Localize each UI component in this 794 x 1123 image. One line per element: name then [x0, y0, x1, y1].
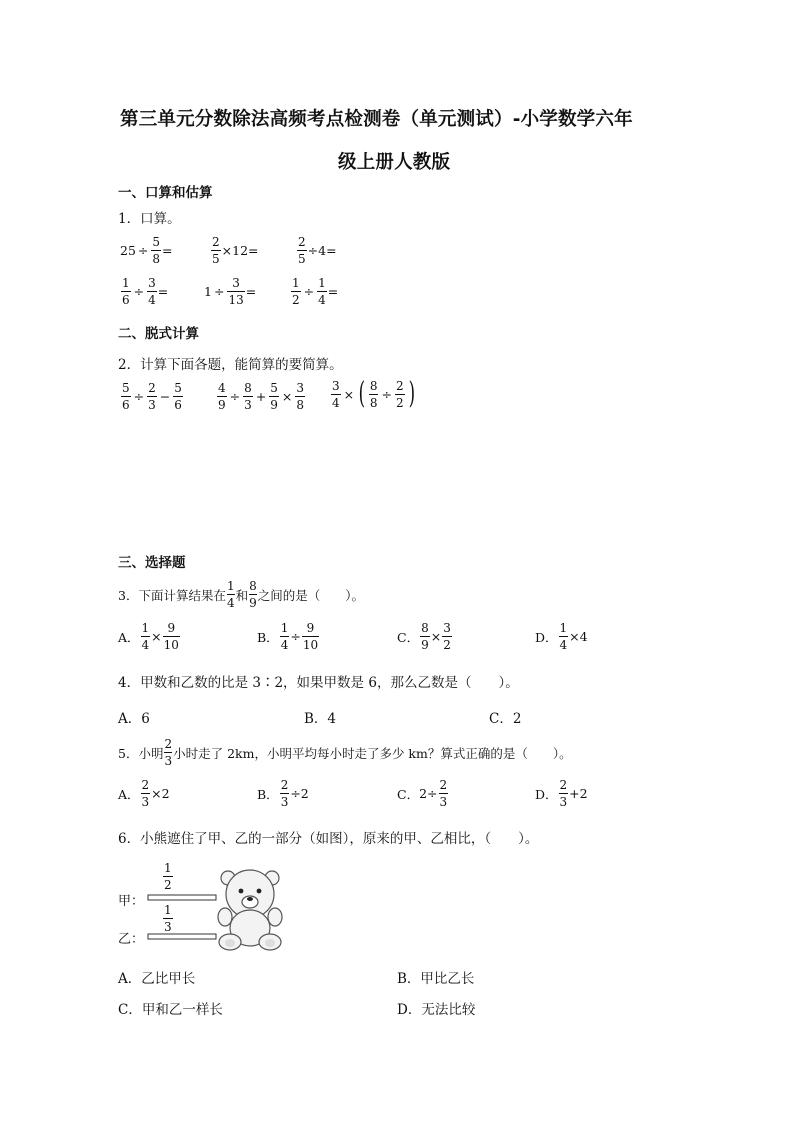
q6-option-d[interactable]: D．无法比较	[397, 1002, 476, 1018]
bear-icon	[218, 870, 282, 950]
question-2: 2．计算下面各题，能简算的要简算。	[118, 357, 343, 373]
section-heading-calculation: 二、脱式计算	[118, 326, 199, 342]
oral-item-1: 25 ÷ $\frac{5}{8}$ =	[120, 235, 173, 266]
yi-label: 乙：	[118, 932, 145, 947]
bear-figure	[118, 862, 298, 952]
oral-item-5: 1 ÷ $\frac{3}{13}$ =	[204, 276, 257, 307]
q4-option-c[interactable]: C．2	[489, 711, 522, 727]
jia-label: 甲：	[118, 894, 145, 909]
bear-eye	[257, 889, 262, 894]
question-1: 1．口算。	[118, 211, 181, 227]
q5-option-d[interactable]: D． $\frac{2}{3}$ +2	[535, 778, 588, 809]
oral-item-3: $\frac{2}{5}$ ÷4 =	[298, 235, 337, 266]
bear-nose	[247, 897, 253, 901]
q6-option-c[interactable]: C．甲和乙一样长	[118, 1002, 223, 1018]
q5-option-b[interactable]: B． $\frac{2}{3}$ ÷2	[257, 778, 309, 809]
oral-item-2: $\frac{2}{5}$ ×12 =	[212, 235, 259, 266]
oral-item-6: $\frac{1}{2}$ ÷ $\frac{1}{4}$ =	[292, 276, 339, 307]
calc-expression-2: $\frac{4}{9}$ ÷ $\frac{8}{3}$ + $\frac{5}{9}$ × $\frac{3}{8}$	[218, 381, 305, 412]
bear-illustration	[118, 862, 298, 952]
calc-expression-3: $\frac{3}{4}$ × ( $\frac{8}{8}$ ÷ $\frac{2}{2}$ )	[332, 376, 415, 411]
q3-option-c[interactable]: C． $\frac{8}{9}$ × $\frac{3}{2}$	[397, 621, 451, 652]
question-4: 4．甲数和乙数的比是 3∶2，如果甲数是 6，那么乙数是（ ）。	[118, 675, 519, 691]
jia-fraction: $\frac{1}{2}$	[164, 861, 172, 892]
question-6: 6．小熊遮住了甲、乙的一部分（如图），原来的甲、乙相比，（ ）。	[118, 831, 539, 847]
q4-option-b[interactable]: B．4	[304, 711, 337, 727]
q3-option-d[interactable]: D． $\frac{1}{4}$ ×4	[535, 621, 588, 652]
q6-option-b[interactable]: B．甲比乙长	[397, 971, 475, 987]
bear-eye	[239, 889, 244, 894]
q3-option-a[interactable]: A． $\frac{1}{4}$ × $\frac{9}{10}$	[118, 621, 179, 652]
q5-option-a[interactable]: A． $\frac{2}{3}$ ×2	[118, 778, 170, 809]
page-title-line1: 第三单元分数除法高频考点检测卷（单元测试）-小学数学六年	[120, 109, 633, 130]
q6-option-a[interactable]: A．乙比甲长	[118, 971, 196, 987]
question-5: 5．小明 $\frac{2}{3}$ 小时走了 2km，小明平均每小时走了多少 km？算式正确的是（ ）。	[118, 737, 572, 768]
q3-option-b[interactable]: B． $\frac{1}{4}$ ÷ $\frac{9}{10}$	[257, 621, 319, 652]
page-title-line2: 级上册人教版	[338, 152, 451, 173]
oral-item-4: $\frac{1}{6}$ ÷ $\frac{3}{4}$ =	[122, 276, 169, 307]
q4-option-a[interactable]: A．6	[118, 711, 150, 727]
section-heading-oral: 一、口算和估算	[118, 185, 213, 201]
question-3: 3．下面计算结果在 $\frac{1}{4}$ 和 $\frac{8}{9}$ 之间的是（ ）。	[118, 579, 365, 610]
section-heading-choice: 三、选择题	[118, 555, 186, 571]
jia-bar	[148, 895, 216, 900]
calc-expression-1: $\frac{5}{6}$ ÷ $\frac{2}{3}$ − $\frac{5}{6}$	[122, 381, 182, 412]
yi-bar	[148, 934, 216, 939]
q5-option-c[interactable]: C． 2÷ $\frac{2}{3}$	[397, 778, 448, 809]
yi-fraction: $\frac{1}{3}$	[164, 903, 172, 934]
